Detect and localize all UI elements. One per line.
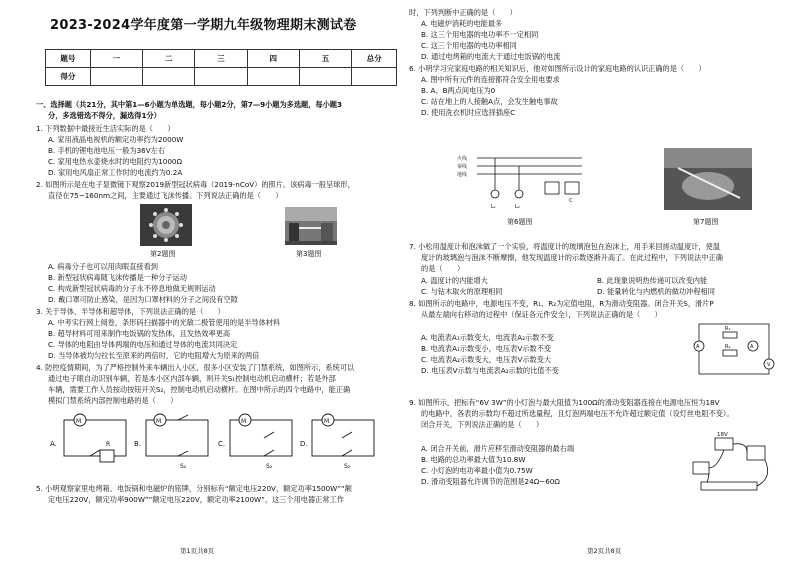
svg-text:A: A — [750, 344, 754, 350]
svg-text:M: M — [156, 418, 162, 425]
question-4-cont2: 车辆，需要工作人员按动按钮开关S₂，控制电动机启动横杆。在图中所示的四个电路中，能正确 — [48, 385, 351, 394]
score-header-cell: 四 — [247, 50, 299, 68]
svg-text:R: R — [106, 441, 111, 448]
question-3: 3. 关于导体、半导体和超导体，下列说法正确的是（ ） — [36, 307, 225, 316]
question-4-cont: 通过电子眼自动识别车辆，若是本小区内部车辆，则开关S₁控制电动机启动横杆；若是外部 — [48, 374, 336, 383]
q8-circuit — [687, 318, 777, 380]
score-header-cell: 二 — [143, 50, 195, 68]
score-header-cell: 一 — [90, 50, 142, 68]
svg-text:D.: D. — [300, 440, 308, 448]
q3-option-d: D. 当导体被均匀拉长至原来的两倍时，它的电阻增大为原来的两倍 — [48, 351, 260, 360]
q9-option-a: A. 闭合开关前，滑片应移至滑动变阻器的最右端 — [421, 444, 575, 453]
question-6: 6. 小明学习完家庭电路的相关知识后，他对如图所示设计的家庭电路的认识正确的是（ ） — [409, 64, 706, 73]
score-cell[interactable] — [143, 68, 195, 86]
question-8: 8. 如图所示的电路中，电源电压不变，R₁、R₂为定值电阻，R为滑动变阻器。闭合开关S，滑片P — [409, 299, 714, 308]
house-wiring-diagram — [457, 150, 587, 212]
svg-text:零线: 零线 — [457, 164, 468, 170]
q9-apparatus — [687, 428, 783, 498]
question-1: 1. 下列数据中最接近生活实际的是（ ） — [36, 124, 175, 133]
score-cell[interactable] — [352, 68, 397, 86]
q4-circuits — [50, 412, 380, 474]
q9-option-b: B. 电路的总功率最大值为10.8W — [421, 455, 526, 464]
fig2-caption: 第2题图 — [150, 250, 176, 258]
q7-option-a: A. 温度计的内能增大 — [421, 276, 488, 285]
score-header-cell: 题号 — [46, 50, 91, 68]
q5-option-c: C. 这三个用电器的电功率相同 — [421, 41, 517, 50]
score-cell[interactable] — [195, 68, 247, 86]
q2-option-d: D. 戴口罩可防止感染，是因为口罩材料的分子之间没有空隙 — [48, 295, 238, 304]
fig6-caption: 第6题图 — [507, 218, 533, 226]
question-4-cont3: 模拟门禁系统内部控制电路的是（ ） — [48, 396, 178, 405]
q1-option-d: D. 家用电风扇正常工作时的电流约为0.2A — [48, 168, 183, 177]
q8-option-d: D. 电压表V示数与电流表A₂示数的比值不变 — [421, 366, 559, 375]
svg-text:火线: 火线 — [457, 156, 468, 162]
q6-option-b: B. A、B两点间电压为0 — [421, 86, 496, 95]
question-5: 5. 小明观察家里电烤箱、电饭锅和电磁炉的铭牌，分别标有“额定电压220V，额定功率1500W”“额 — [36, 484, 352, 493]
exam-title: 2023-2024学年度第一学期九年级物理期末测试卷 — [50, 18, 357, 33]
question-9: 9. 如图所示，把标有“6V 3W”的小灯泡与最大阻值为100Ω的滑动变阻器连接在电源电压恒为18V — [409, 398, 720, 407]
q2-option-c: C. 构成新型冠状病毒的分子永不停息地做无规则运动 — [48, 284, 216, 293]
q1-option-b: B. 手机的锂电池电压一般为36V左右 — [48, 146, 166, 155]
svg-text:S₂: S₂ — [266, 463, 273, 470]
question-9-cont2: 闭合开关，下列说法正确的是（ ） — [421, 420, 544, 429]
score-row-label: 得分 — [46, 68, 91, 86]
q5-option-d: D. 通过电烤箱的电流大于通过电饭锅的电流 — [421, 52, 561, 61]
question-4: 4. 防控疫情期间，为了严格控制外来车辆出入小区，很多小区安装了门禁系统，如图所示，系统可以 — [36, 363, 355, 372]
q3-option-a: A. 中考实行网上阅卷，条形码扫描器中的光敏二极管使用的是半导体材料 — [48, 318, 281, 327]
svg-text:R₂: R₂ — [725, 344, 731, 350]
q1-option-c: C. 家用电热水壶烧水时的电阻约为1000Ω — [48, 157, 182, 166]
q2-option-b: B. 新型冠状病毒随飞沫传播是一种分子运动 — [48, 273, 187, 282]
svg-text:M: M — [324, 418, 330, 425]
question-8-cont: 从最左端向右移动的过程中（保证各元件安全），下列说法正确的是（ ） — [421, 310, 662, 319]
svg-text:S₂: S₂ — [180, 463, 187, 470]
q3-option-b: B. 超导材料可用来制作电饭锅的发热体，且发热效率更高 — [48, 329, 231, 338]
q7-option-c: C. 与钻木取火的原理相同 — [421, 287, 503, 296]
q5-option-a: A. 电磁炉消耗的电能最多 — [421, 19, 503, 28]
question-7-cont: 度计的玻璃泡与泡沫不断摩擦，他发现温度计的示数逐渐升高了。在此过程中，下列说法中正确 — [421, 253, 723, 262]
q7-option-d: D. 能量转化与内燃机的做功冲程相同 — [597, 287, 715, 296]
q2-option-a: A. 病毒分子也可以用肉眼直接看到 — [48, 262, 158, 271]
question-5-cont: 定电压220V，额定功率900W”“额定电压220V，额定功率2100W”，这三个用电器正常工作 — [48, 495, 344, 504]
svg-text:A.: A. — [50, 440, 57, 448]
score-cell[interactable] — [299, 68, 351, 86]
q6-option-d: D. 使用洗衣机时应选择插座C — [421, 108, 516, 117]
q9-option-d: D. 滑动变阻器允许调节的范围是24Ω~60Ω — [421, 477, 560, 486]
q8-option-b: B. 电流表A₁示数变小，电压表V示数不变 — [421, 344, 552, 353]
svg-text:M: M — [241, 418, 247, 425]
svg-text:L₂: L₂ — [515, 204, 520, 210]
score-table — [45, 49, 397, 86]
q6-option-c: C. 站在地上的人接触A点，会发生触电事故 — [421, 97, 558, 106]
score-header-cell: 三 — [195, 50, 247, 68]
score-cell[interactable] — [90, 68, 142, 86]
svg-text:M: M — [76, 418, 82, 425]
question-9-cont: 的电路中，各表的示数均不超过所选量程，且灯泡两端电压不允许超过额定值（设灯丝电阻不变）。 — [421, 409, 734, 418]
q8-option-c: C. 电流表A₂示数变大，电压表V示数变大 — [421, 355, 552, 364]
svg-text:A: A — [696, 344, 700, 350]
thermometer-photo — [664, 148, 752, 210]
fig7-caption: 第7题图 — [693, 218, 719, 226]
fig9-source-label: 18V — [717, 432, 728, 438]
virus-photo — [140, 204, 192, 246]
score-cell[interactable] — [247, 68, 299, 86]
svg-text:C: C — [569, 198, 573, 204]
q7-option-b: B. 此现象说明热传递可以改变内能 — [597, 276, 708, 285]
question-5-cont2: 时，下列判断中正确的是（ ） — [409, 8, 517, 17]
svg-text:B.: B. — [134, 440, 142, 448]
page-right — [397, 0, 794, 561]
svg-text:R₁: R₁ — [725, 326, 731, 332]
svg-text:C.: C. — [218, 440, 226, 448]
score-header-cell: 总分 — [352, 50, 397, 68]
score-header-cell: 五 — [299, 50, 351, 68]
svg-text:V: V — [767, 362, 771, 368]
q6-option-a: A. 图中所有元件的连接都符合安全用电要求 — [421, 75, 560, 84]
gate-photo — [285, 207, 337, 245]
section-heading-cont: 分，多选错选不得分，漏选得1分） — [48, 111, 161, 120]
section-heading: 一、选择题（共21分，其中第1—6小题为单选题，每小题2分，第7—9小题为多选题，每小题3 — [36, 100, 342, 109]
fig3-caption: 第3题图 — [296, 250, 322, 258]
q3-option-c: C. 导体的电阻由导体两端的电压和通过导体的电流共同决定 — [48, 340, 238, 349]
svg-text:L₁: L₁ — [491, 204, 496, 210]
question-2: 2. 如图所示是在电子显微镜下观察2019新型冠状病毒（2019-nCoV）的照片。该病毒一般呈球形， — [36, 180, 355, 189]
q9-option-c: C. 小灯泡的电功率最小值为0.75W — [421, 466, 533, 475]
question-2-cont: 直径在75~160nm之间，主要通过飞沫传播。下列说法正确的是（ ） — [48, 191, 283, 200]
q5-option-b: B. 这三个用电器的电功率不一定相同 — [421, 30, 539, 39]
q1-option-a: A. 家用液晶电视机的额定功率约为2000W — [48, 135, 184, 144]
svg-text:地线: 地线 — [457, 172, 468, 178]
page-footer-left: 第1页共8页 — [180, 546, 215, 555]
page-footer-right: 第2页共8页 — [587, 546, 622, 555]
question-7: 7. 小松用温度计和泡沫做了一个实验，将温度计的玻璃泡包在泡沫上，用手来回搓动温度计，使温 — [409, 242, 721, 251]
question-7-cont2: 的是（ ） — [421, 264, 465, 273]
q8-option-a: A. 电流表A₁示数变大，电流表A₂示数不变 — [421, 333, 554, 342]
svg-text:S₂: S₂ — [344, 463, 351, 470]
